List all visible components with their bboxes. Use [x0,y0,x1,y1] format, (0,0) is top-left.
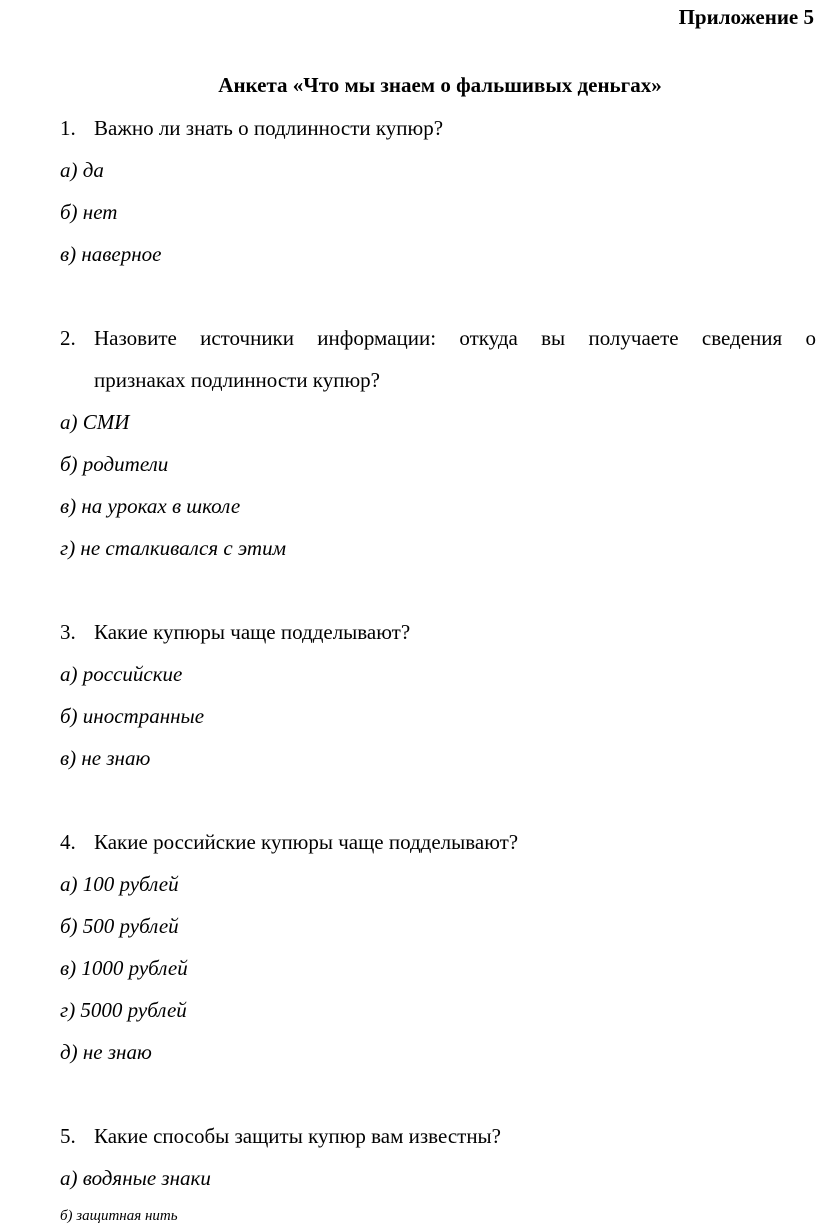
question-text: Какие способы защиты купюр вам известны? [94,1124,501,1148]
answer-option: в) наверное [60,242,162,266]
answer-option: а) российские [60,662,183,686]
answer-option: в) 1000 рублей [60,956,188,980]
answer-option: в) не знаю [60,746,151,770]
answer-option: д) не знаю [60,1040,152,1064]
question-text-continued: признаках подлинности купюр? [94,368,380,392]
question-number: 1. [60,116,76,140]
answer-option: б) иностранные [60,704,205,728]
question-3 [60,620,410,645]
answer-option: б) нет [60,200,118,224]
question-4 [60,830,518,855]
question-5 [60,1124,501,1149]
appendix-label: Приложение 5 [678,5,814,29]
answer-option: г) 5000 рублей [60,998,187,1022]
answer-option: б) 500 рублей [60,914,179,938]
question-text: Какие российские купюры чаще подделывают? [94,830,519,854]
question-number: 2. [60,326,76,350]
answer-option: г) не сталкивался с этим [60,536,286,560]
question-number: 4. [60,830,76,854]
question-text: Какие купюры чаще подделывают? [94,620,411,644]
answer-option: а) да [60,158,104,182]
answer-option: а) 100 рублей [60,872,179,896]
question-number: 5. [60,1124,76,1148]
question-1 [60,116,443,141]
answer-option: а) водяные знаки [60,1166,211,1190]
question-number: 3. [60,620,76,644]
answer-option: в) на уроках в школе [60,494,241,518]
answer-option: а) СМИ [60,410,130,434]
question-text: Назовите источники информации: откуда вы получаете сведения о [94,326,816,350]
answer-option: б) родители [60,452,169,476]
question-text: Важно ли знать о подлинности купюр? [94,116,444,140]
document-title: Анкета «Что мы знаем о фальшивых деньгах» [218,73,662,97]
answer-option: б) защитная нить [60,1208,178,1224]
question-2 [60,326,816,351]
